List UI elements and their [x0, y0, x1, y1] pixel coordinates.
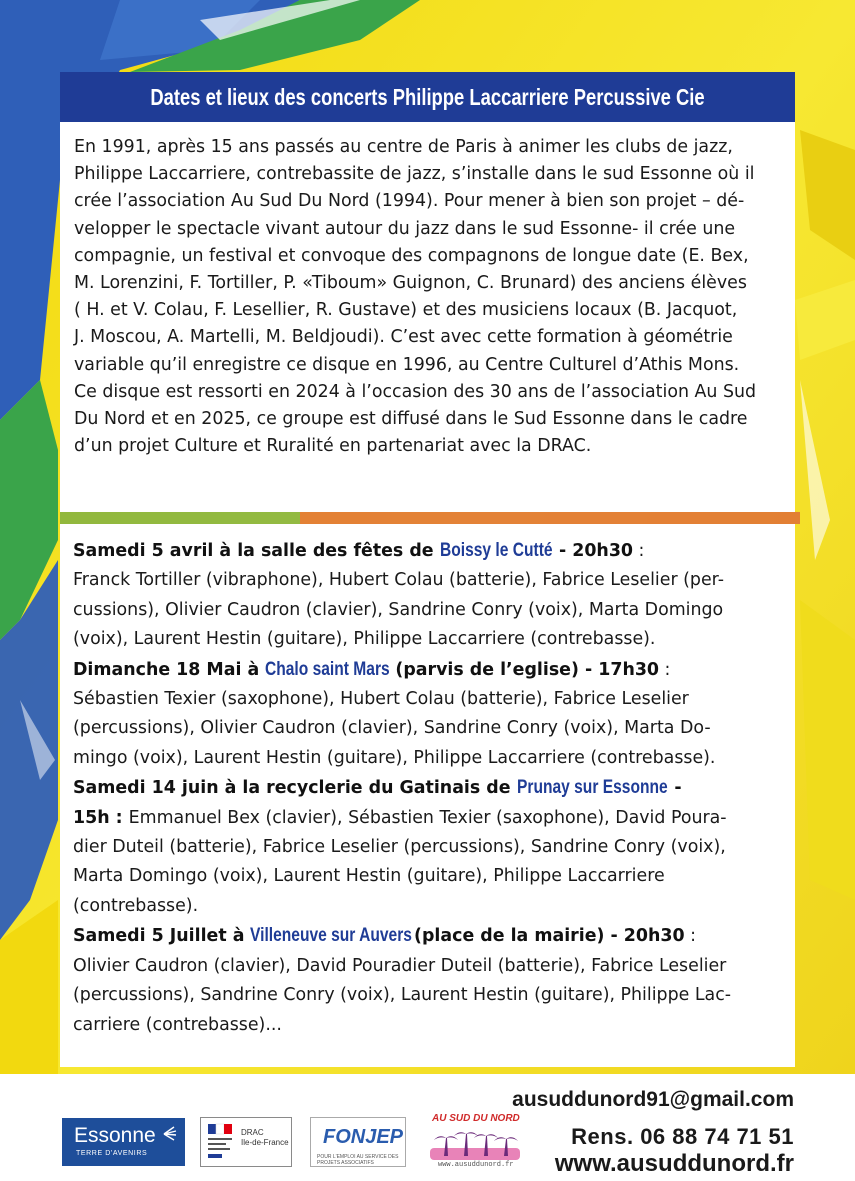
- intro-line: J. Moscou, A. Martelli, M. Beldjoudi). C’est avec cette formation à géométrie: [74, 327, 733, 348]
- essonne-logo-name: Essonne: [74, 1124, 156, 1147]
- intro-line: velopper le spectacle vivant autour du jazz dans le sud Essonne- il crée une: [74, 218, 736, 239]
- intro-line: En 1991, après 15 ans passés au centre de Paris à animer les clubs de jazz,: [74, 137, 733, 157]
- concert-line: (percussions), Sandrine Conry (voix), Laurent Hestin (guitare), Philippe Lac-: [73, 985, 732, 1006]
- concert-line: (percussions), Olivier Caudron (clavier), Sandrine Conry (voix), Marta Do-: [73, 718, 711, 739]
- concert-time: (place de la mairie) - 20h30: [407, 926, 685, 947]
- fonjep-logo: [310, 1117, 406, 1167]
- concert-date: Dimanche 18 Mai à: [73, 659, 266, 680]
- essonne-logo: [62, 1118, 185, 1166]
- drac-logo: [200, 1117, 292, 1167]
- intro-line: variable qu’il enregistre ce disque en 1996, au Centre Culturel d’Athis Mons.: [74, 354, 740, 375]
- concert-separator: :: [109, 807, 129, 828]
- fonjep-logo-name: FONJEP: [323, 1126, 404, 1148]
- concert-heading: [73, 655, 785, 685]
- concert-line: Olivier Caudron (clavier), David Pouradier Duteil (batterie), Fabrice Leselier: [73, 955, 727, 976]
- contact-website[interactable]: www.ausuddunord.fr: [554, 1150, 794, 1177]
- intro-line: M. Lorenzini, F. Tortiller, P. «Tiboum» Guignon, C. Brunard) des anciens élèves: [74, 273, 747, 294]
- concert-line: (voix), Laurent Hestin (guitare), Philippe Laccarriere (contrebasse).: [73, 629, 656, 650]
- concert-line: Franck Tortiller (vibraphone), Hubert Colau (batterie), Fabrice Leselier (per-: [73, 570, 724, 591]
- sun-rays-icon: [160, 1124, 180, 1144]
- concert-separator: :: [684, 926, 696, 947]
- concert-time: (parvis de l’eglise) - 17h30: [389, 659, 660, 680]
- concert-time: 15h: [73, 807, 110, 828]
- concert-line: mingo (voix), Laurent Hestin (guitare), Philippe Laccarriere (contrebasse).: [73, 747, 716, 768]
- asdn-logo-name: AU SUD DU NORD: [432, 1113, 520, 1124]
- concert-entry: [73, 655, 785, 774]
- concert-line: cussions), Olivier Caudron (clavier), Sandrine Conry (voix), Marta Domingo: [73, 599, 724, 620]
- concert-entry: [73, 536, 785, 655]
- concert-place: Villeneuve sur Auvers: [250, 925, 413, 947]
- concert-heading-cont: [73, 804, 785, 833]
- concert-entry: [73, 921, 785, 1040]
- intro-line: ( H. et V. Colau, F. Lesellier, R. Gustave) et des musiciens locaux (B. Jacquot,: [74, 300, 738, 321]
- concert-line: Marta Domingo (voix), Laurent Hestin (guitare), Philippe Laccarriere: [73, 866, 665, 887]
- intro-paragraph: [74, 134, 781, 460]
- concert-line: (contrebasse).: [73, 895, 199, 916]
- concert-date: Samedi 5 avril à la salle des fêtes de: [73, 541, 440, 561]
- essonne-logo-tagline: TERRE D'AVENIRS: [76, 1150, 148, 1157]
- title-bar: [60, 72, 795, 122]
- concert-separator: :: [659, 659, 671, 680]
- concert-entry: [73, 773, 785, 921]
- concert-line: dier Duteil (batterie), Fabrice Leselier (percussions), Sandrine Conry (voix),: [73, 837, 726, 858]
- concert-place: Chalo saint Mars: [265, 658, 390, 680]
- contact-phone: Rens. 06 88 74 71 51: [571, 1124, 794, 1149]
- concert-time: - 20h30: [552, 541, 634, 561]
- concert-heading: [73, 921, 785, 951]
- drac-logo-name: DRAC: [241, 1128, 264, 1137]
- intro-line: d’un projet Culture et Ruralité en partenariat avec la DRAC.: [74, 436, 592, 457]
- intro-line: Du Nord et en 2025, ce groupe est diffusé dans le Sud Essonne dans le cadre: [74, 409, 748, 430]
- concert-list: [60, 524, 795, 1067]
- concert-heading: [73, 773, 785, 803]
- palm-trees-icon: [430, 1126, 520, 1160]
- concert-heading: [73, 536, 785, 566]
- concert-place: Boissy le Cutté: [439, 540, 553, 561]
- intro-line: Ce disque est ressorti en 2024 à l’occasion des 30 ans de l’association Au Sud: [74, 381, 757, 402]
- au-sud-du-nord-logo: [428, 1111, 523, 1173]
- concert-place: Prunay sur Essonne: [516, 777, 668, 799]
- concert-date: Samedi 14 juin à la recyclerie du Gatinais de: [73, 778, 517, 799]
- concert-line: Emmanuel Bex (clavier), Sébastien Texier (saxophone), David Poura-: [128, 807, 727, 828]
- concert-date: Samedi 5 Juillet à: [73, 926, 251, 947]
- contact-email[interactable]: ausuddunord91@gmail.com: [512, 1088, 794, 1111]
- intro-line: compagnie, un festival et convoque des compagnons de longue date (E. Bex,: [74, 245, 749, 266]
- intro-line: Philippe Laccarriere, contrebassite de jazz, s’installe dans le sud Essonne où il: [74, 164, 755, 185]
- concert-separator: :: [633, 541, 645, 561]
- concert-line: carriere (contrebasse)...: [73, 1014, 282, 1035]
- page-title: Dates et lieux des concerts Philippe Laccarriere Percussive Cie: [150, 83, 705, 110]
- asdn-logo-url: www.ausuddunord.fr: [438, 1161, 514, 1169]
- marianne-icon: [206, 1122, 236, 1162]
- intro-line: crée l’association Au Sud Du Nord (1994). Pour mener à bien son projet – dé-: [74, 191, 745, 212]
- concert-time: -: [668, 778, 682, 799]
- intro-paragraph-box: [60, 122, 795, 512]
- concert-line: Sébastien Texier (saxophone), Hubert Colau (batterie), Fabrice Leselier: [73, 689, 689, 710]
- fonjep-logo-tagline: POUR L'EMPLOI AU SERVICE DES PROJETS ASSOCIATIFS: [317, 1154, 399, 1166]
- drac-logo-region: Ile-de-France: [241, 1138, 289, 1147]
